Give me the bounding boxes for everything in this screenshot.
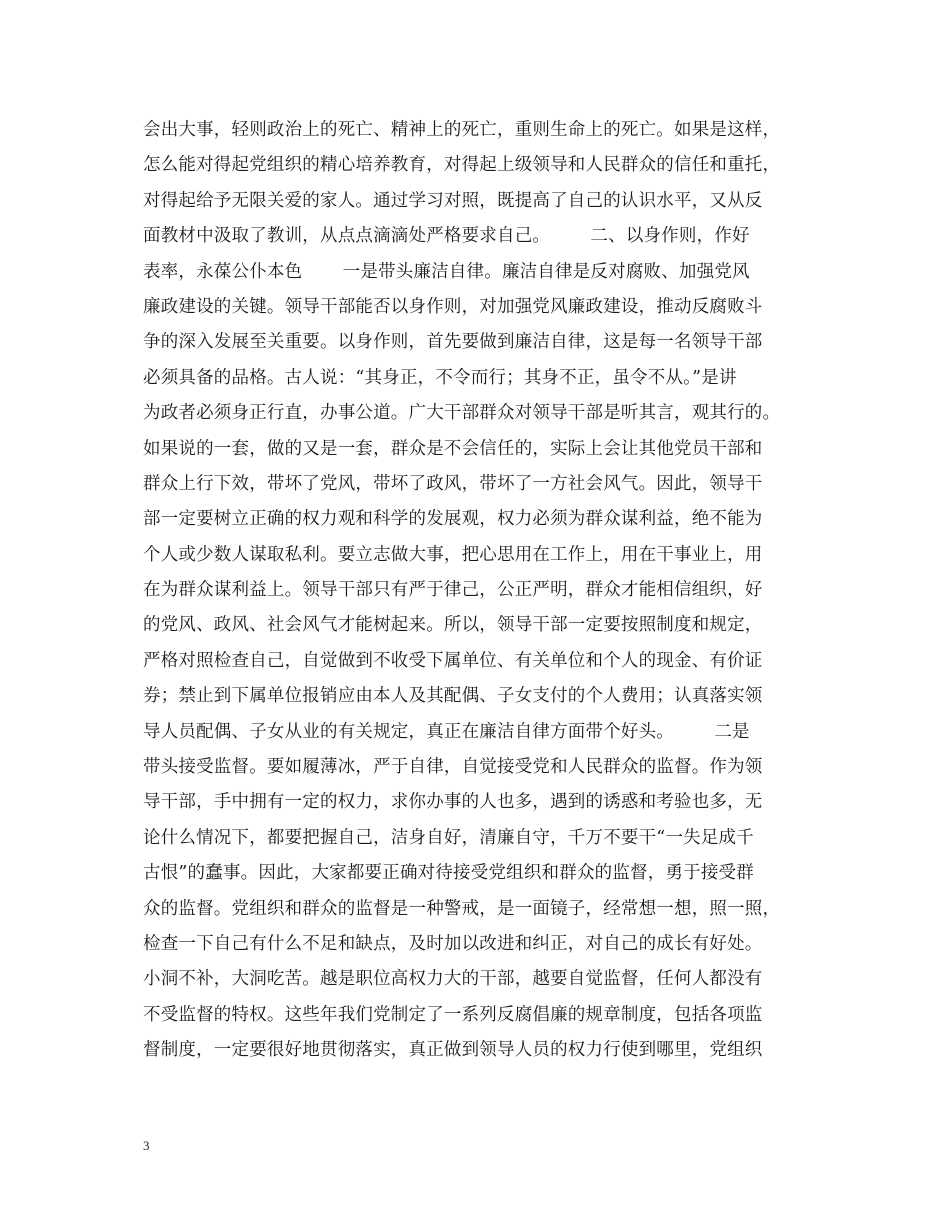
text-line: 券；禁止到下属单位报销应由本人及其配偶、子女支付的个人费用；认真落实领 (143, 686, 763, 707)
text-line: 群众上行下效，带坏了党风，带坏了政风，带坏了一方社会风气。因此，领导干 (143, 473, 763, 494)
text-line: 论什么情况下，都要把握自己，洁身自好，清廉自守，千万不要干“一失足成千 (143, 827, 754, 848)
text-line: 会出大事，轻则政治上的死亡、精神上的死亡，重则生命上的死亡。如果是这样， (143, 120, 781, 140)
text-line: 督制度，一定要很好地贯彻落实，真正做到领导人员的权力行使到哪里，党组织 (143, 1040, 763, 1061)
text-line: 为政者必须身正行直，办事公道。广大干部群众对领导干部是听其言，观其行的。 (143, 403, 781, 424)
text-line: 表率，永葆公仆本色 一是带头廉洁自律。廉洁自律是反对腐败、加强党风 (143, 261, 750, 282)
text-line: 带头接受监督。要如履薄冰，严于自律，自觉接受党和人民群众的监督。作为领 (143, 757, 763, 778)
text-line: 怎么能对得起党组织的精心培养教育，对得起上级领导和人民群众的信任和重托， (143, 155, 781, 176)
page-number: 3 (143, 1138, 150, 1153)
body-text (143, 113, 833, 1069)
text-line: 众的监督。党组织和群众的监督是一种警戒，是一面镜子，经常想一想，照一照， (143, 898, 781, 919)
text-line: 的党风、政风、社会风气才能树起来。所以，领导干部一定要按照制度和规定， (143, 615, 763, 636)
text-line: 面教材中汲取了教训，从点点滴滴处严格要求自己。 二、以身作则，作好 (143, 226, 750, 247)
text-line: 廉政建设的关键。领导干部能否以身作则，对加强党风廉政建设，推动反腐败斗 (143, 296, 763, 317)
text-line: 如果说的一套，做的又是一套，群众是不会信任的，实际上会让其他党员干部和 (143, 438, 763, 459)
text-line: 古恨”的蠢事。因此，大家都要正确对待接受党组织和群众的监督，勇于接受群 (143, 863, 754, 884)
text-line: 争的深入发展至关重要。以身作则，首先要做到廉洁自律，这是每一名领导干部 (143, 332, 763, 353)
text-line: 导人员配偶、子女从业的有关规定，真正在廉洁自律方面带个好头。 二是 (143, 721, 750, 742)
text-line: 不受监督的特权。这些年我们党制定了一系列反腐倡廉的规章制度，包括各项监 (143, 1004, 763, 1025)
text-line: 部一定要树立正确的权力观和科学的发展观，权力必须为群众谋利益，绝不能为 (143, 509, 763, 530)
text-line: 导干部，手中拥有一定的权力，求你办事的人也多，遇到的诱惑和考验也多，无 (143, 792, 763, 813)
text-line: 小洞不补，大洞吃苦。越是职位高权力大的干部，越要自觉监督，任何人都没有 (143, 969, 763, 990)
text-line: 严格对照检查自己，自觉做到不收受下属单位、有关单位和个人的现金、有价证 (143, 650, 763, 671)
text-line: 检查一下自己有什么不足和缺点，及时加以改进和纠正，对自己的成长有好处。 (143, 933, 763, 954)
text-line: 对得起给予无限关爱的家人。通过学习对照，既提高了自己的认识水平，又从反 (143, 190, 763, 211)
text-line: 必须具备的品格。古人说：“其身正，不令而行；其身不正，虽令不从。”是讲 (143, 367, 737, 388)
text-line: 在为群众谋利益上。领导干部只有严于律己，公正严明，群众才能相信组织，好 (143, 580, 763, 601)
text-line: 个人或少数人谋取私利。要立志做大事，把心思用在工作上，用在干事业上，用 (143, 544, 763, 565)
